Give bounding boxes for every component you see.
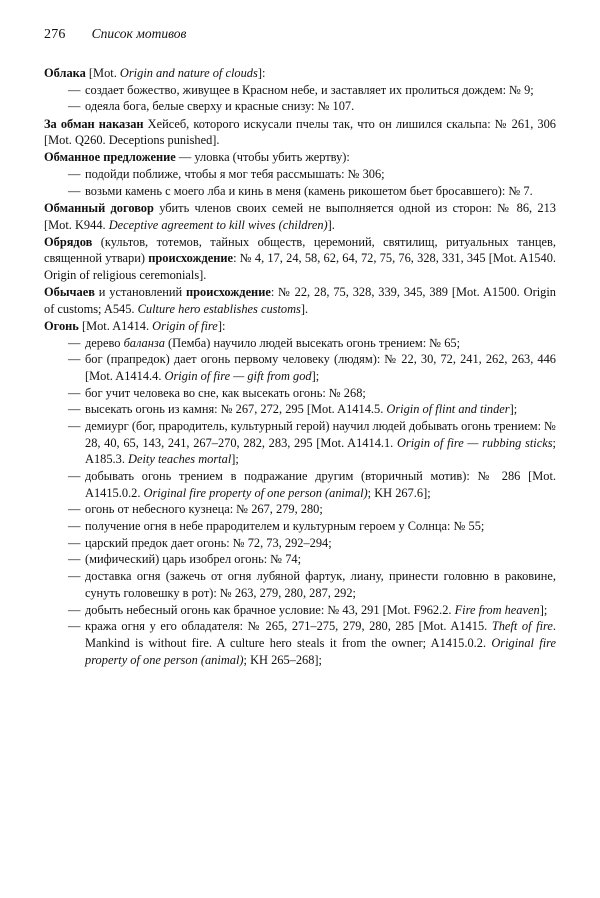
index-entry <box>44 65 556 115</box>
entry-subitem-text: бог учит человека во сне, как высекать огонь: № 268; <box>85 385 366 400</box>
em-dash-marker: — <box>68 99 81 114</box>
entry-subitem <box>58 98 556 115</box>
index-entries <box>44 65 556 668</box>
index-entry <box>44 149 556 199</box>
entry-headword-line: Облака [Mot. Origin and nature of clouds]: <box>44 66 266 80</box>
em-dash-marker: — <box>68 469 81 484</box>
em-dash-marker: — <box>68 419 81 434</box>
index-entry <box>44 200 556 233</box>
entry-subitem <box>58 518 556 535</box>
entry-headword-line: Обычаев и установлений происхождение: № 22, 28, 75, 328, 339, 345, 389 [Mot. A1500. Origin of customs; A545. Culture hero establishes customs]. <box>44 285 556 316</box>
index-entry <box>44 318 556 668</box>
entry-subitem <box>58 468 556 501</box>
entry-subitem-text: добыть небесный огонь как брачное условие: № 43, 291 [Mot. F962.2. Fire from heaven]; <box>85 602 548 617</box>
entry-subitem <box>58 618 556 668</box>
entry-subitem-text: кража огня у его обладателя: № 265, 271–275, 279, 280, 285 [Mot. A1415. Theft of fire. Mankind is without fire. A culture hero steals it from the owner; A1415.0.2. Original fire property of one person (animal); KH 265–268]; <box>85 619 557 667</box>
em-dash-marker: — <box>68 502 81 517</box>
entry-headword-line: Обрядов (культов, тотемов, тайных обществ, церемоний, святилищ, ритуальных танцев, священной утвари) происхождение: № 4, 17, 24, 58, 62, 64, 72, 75, 76, 328, 331, 345 [Mot. A1540. Origin of religious ceremonials]. <box>44 234 556 283</box>
page-header <box>44 26 556 43</box>
entry-subitem-text: огонь от небесного кузнеца: № 267, 279, 280; <box>85 502 323 517</box>
em-dash-marker: — <box>68 619 81 634</box>
entry-subitem <box>58 385 556 402</box>
em-dash-marker: — <box>68 385 81 400</box>
em-dash-marker: — <box>68 167 81 182</box>
entry-subitem-text: доставка огня (зажечь от огня лубяной фартук, лиану, принести головню в раковине, сунуть головешку в рот): № 263, 279, 280, 287, 292; <box>85 569 556 600</box>
entry-subitem <box>58 183 556 200</box>
entry-subitem-text: подойди поближе, чтобы я мог тебя рассмышать: № 306; <box>85 167 385 182</box>
entry-subitem-text: дерево баланза (Пемба) научило людей высекать огонь трением: № 65; <box>85 335 461 350</box>
entry-subitem <box>58 351 556 384</box>
entry-subitem-text: царский предок дает огонь: № 72, 73, 292–294; <box>85 535 332 550</box>
em-dash-marker: — <box>68 335 81 350</box>
em-dash-marker: — <box>68 552 81 567</box>
em-dash-marker: — <box>68 82 81 97</box>
page-number: 276 <box>44 27 66 42</box>
entry-subitem-text: получение огня в небе прародителем и культурным героем у Солнца: № 55; <box>85 519 485 534</box>
em-dash-marker: — <box>68 535 81 550</box>
entry-subitem <box>58 501 556 518</box>
entry-subitem <box>58 82 556 99</box>
entry-subitem <box>58 535 556 552</box>
entry-subitem-text: добывать огонь трением в подражание другим (вторичный мотив): № 286 [Mot. A1415.0.2. Original fire property of one person (animal); KH 267.6]; <box>85 469 556 500</box>
entry-headword-line: Обманный договор убить членов своих семей не выполняется одной из сторон: № 86, 213 [Mot. K944. Deceptive agreement to kill wives (children)]. <box>44 200 557 232</box>
entry-subitem-text: бог (прапредок) дает огонь первому человеку (людям): № 22, 30, 72, 241, 262, 263, 446 [Mot. A1414.4. Origin of fire — gift from god]; <box>85 352 556 384</box>
index-entry <box>44 234 556 284</box>
em-dash-marker: — <box>68 352 81 367</box>
em-dash-marker: — <box>68 569 81 584</box>
entry-headword-line: Обманное предложение — уловка (чтобы убить жертву): <box>44 150 350 165</box>
em-dash-marker: — <box>68 519 81 534</box>
em-dash-marker: — <box>68 183 81 198</box>
entry-subitem-text: высекать огонь из камня: № 267, 272, 295 [Mot. A1414.5. Origin of flint and tinder]; <box>85 402 518 417</box>
em-dash-marker: — <box>68 602 81 617</box>
entry-subitem-text: одеяла бога, белые сверху и красные снизу: № 107. <box>85 99 355 114</box>
index-entry <box>44 116 556 149</box>
entry-subitem-text: возьми камень с моего лба и кинь в меня (камень рикошетом бьет бросавшего): № 7. <box>85 183 533 198</box>
running-head: Список мотивов <box>91 26 187 41</box>
entry-subitem <box>58 568 556 601</box>
entry-headword-line: За обман наказан Хейсеб, которого искусали пчелы так, что он лишился скальпа: № 261, 306 [Mot. Q260. Deceptions punished]. <box>44 116 556 148</box>
entry-subitem <box>58 602 556 619</box>
entry-subitem-text: демиург (бог, прародитель, культурный герой) научил людей добывать огонь трением: № 28, 40, 65, 143, 241, 267–270, 282, 283, 295 [Mot. A1414.1. Origin of fire — rubbing sticks; A185.3. Deity teaches mortal]; <box>85 419 556 467</box>
entry-subitem <box>58 551 556 568</box>
entry-subitem-text: создает божество, живущее в Красном небе, и заставляет их пролиться дождем: № 9; <box>85 82 534 97</box>
entry-subitem <box>58 418 556 468</box>
entry-subitem <box>58 335 556 352</box>
entry-subitem <box>58 166 556 183</box>
entry-subitem-text: (мифический) царь изобрел огонь: № 74; <box>85 552 302 567</box>
index-entry <box>44 284 556 317</box>
em-dash-marker: — <box>68 402 81 417</box>
entry-subitem <box>58 401 556 418</box>
entry-headword-line: Огонь [Mot. A1414. Origin of fire]: <box>44 319 226 334</box>
